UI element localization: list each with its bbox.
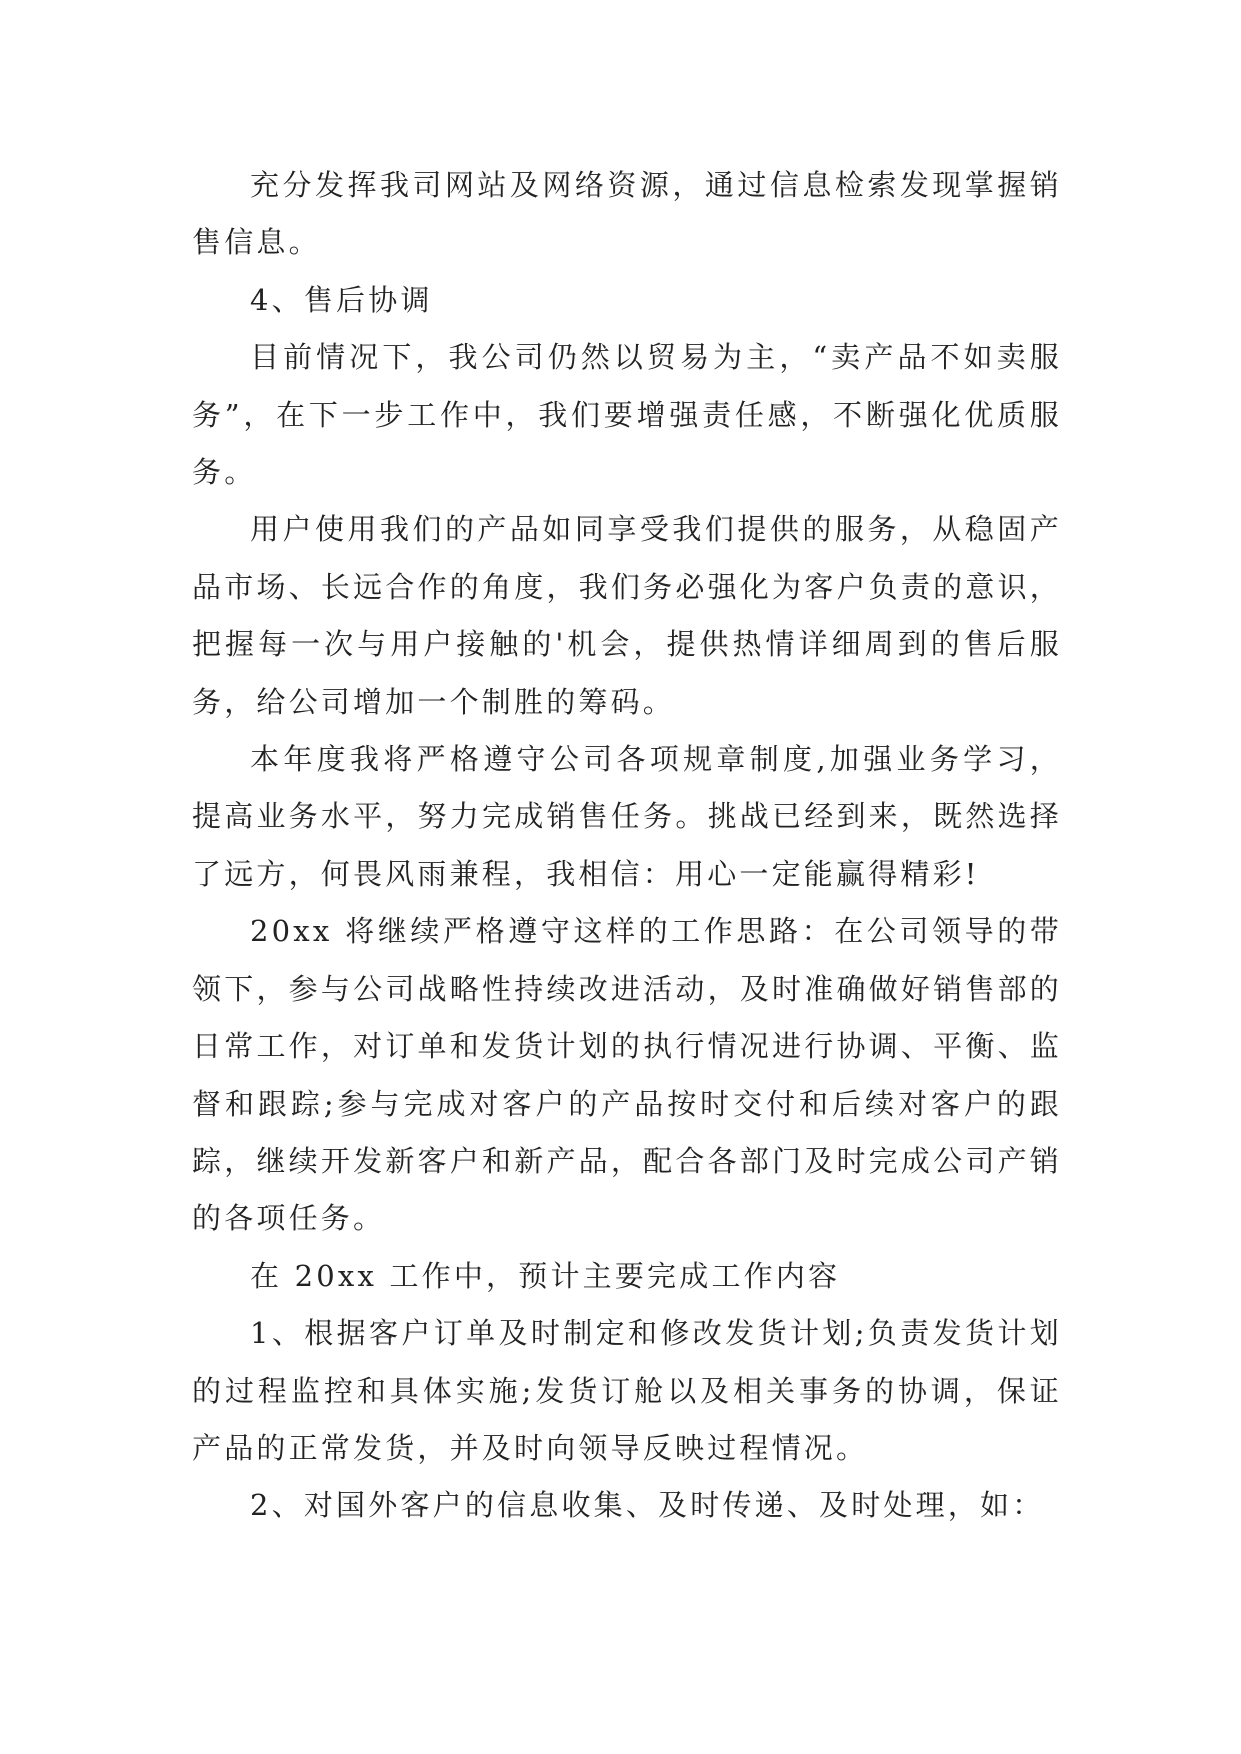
paragraph: 用户使用我们的产品如同享受我们提供的服务，从稳固产品市场、长远合作的角度，我们务必强化为客户负责的意识，把握每一次与用户接触的'机会，提供热情详细周到的售后服务，给公司增加一个制胜的筹码。 xyxy=(192,512,1062,719)
paragraph: 目前情况下，我公司仍然以贸易为主，“卖产品不如卖服务”，在下一步工作中，我们要增强责任感，不断强化优质服务。 xyxy=(192,340,1062,490)
paragraph: 充分发挥我司网站及网络资源，通过信息检索发现掌握销售信息。 xyxy=(192,168,1062,260)
paragraph: 本年度我将严格遵守公司各项规章制度,加强业务学习，提高业务水平，努力完成销售任务。挑战已经到来，既然选择了远方，何畏风雨兼程，我相信：用心一定能赢得精彩! xyxy=(192,742,1062,891)
list-item: 2、对国外客户的信息收集、及时传递、及时处理，如： xyxy=(250,1488,1045,1523)
section-heading: 4、售后协调 xyxy=(250,282,433,317)
paragraph: 20xx 将继续严格遵守这样的工作思路：在公司领导的带领下，参与公司战略性持续改进活动，及时准确做好销售部的日常工作，对订单和发货计划的执行情况进行协调、平衡、监督和跟踪;参与完成对客户的产品按时交付和后续对客户的跟踪，继续开发新客户和新产品，配合各部门及时完成公司产销的各项任务。 xyxy=(192,914,1062,1236)
paragraph: 在 20xx 工作中，预计主要完成工作内容 xyxy=(250,1258,841,1293)
document-body xyxy=(192,157,1062,1535)
list-item: 1、根据客户订单及时制定和修改发货计划;负责发货计划的过程监控和具体实施;发货订舱以及相关事务的协调，保证产品的正常发货，并及时向领导反映过程情况。 xyxy=(192,1316,1062,1465)
